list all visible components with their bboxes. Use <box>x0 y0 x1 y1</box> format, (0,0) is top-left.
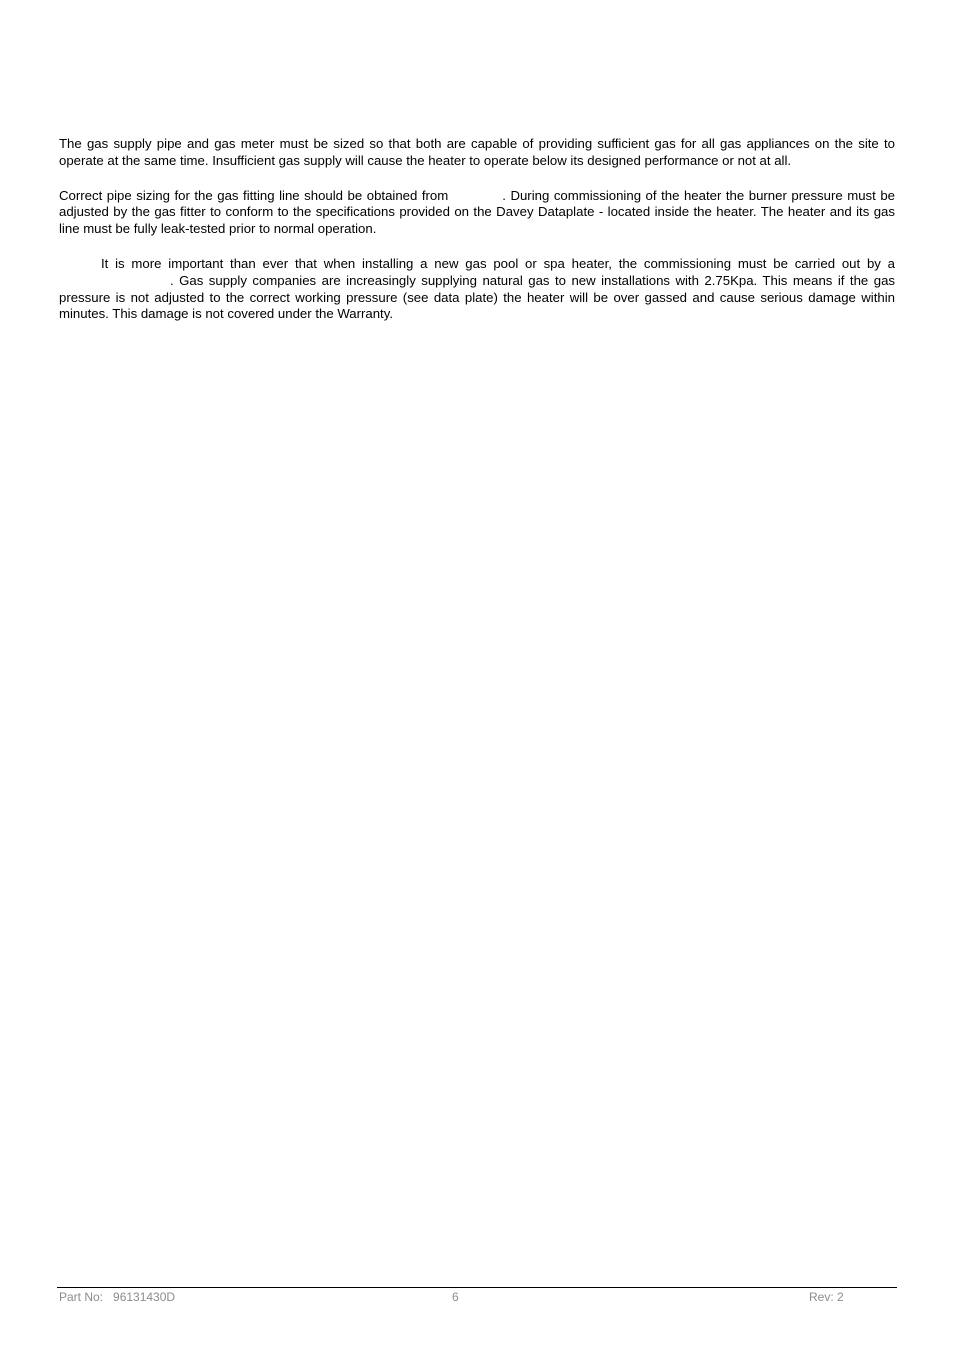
footer-revision: Rev: 2 <box>809 1290 844 1304</box>
commissioning-text-start: It is more important than ever that when installing a new gas pool or spa heater, the commissioning must be carried out by a <box>101 255 895 271</box>
commissioning-text-end: . Gas supply companies are increasingly supplying natural gas to new installations with 2.75Kpa. This means if the gas pressure is not adjusted to the correct working pressure (see data plate) the heater will be over gassed and cause serious damage within minutes. This damage is not covered under the Warranty. <box>59 272 895 322</box>
pipe-sizing-text-start: Correct pipe sizing for the gas fitting line should be obtained from <box>59 187 449 203</box>
part-number-label: Part No: <box>59 1290 104 1304</box>
paragraph-pipe-sizing <box>59 188 895 238</box>
paragraph-commissioning-warning <box>59 256 895 323</box>
pipe-sizing-text-end: . During commissioning of the heater the burner pressure must be adjusted by the gas fitter to conform to the specifications provided on the Davey Dataplate - located inside the heater. The heater and its gas line must be fully leak-tested prior to normal operation. <box>59 187 895 237</box>
footer-divider <box>57 1287 897 1288</box>
footer-part-number <box>59 1290 175 1304</box>
part-number-value: 96131430D <box>113 1290 176 1304</box>
body-text <box>59 136 895 323</box>
footer-page-number: 6 <box>452 1290 459 1304</box>
paragraph-gas-supply-sizing: The gas supply pipe and gas meter must be sized so that both are capable of providing sufficient gas for all gas appliances on the site to operate at the same time. Insufficient gas supply will cause the heater to operate below its designed performance or not at all. <box>59 136 895 168</box>
